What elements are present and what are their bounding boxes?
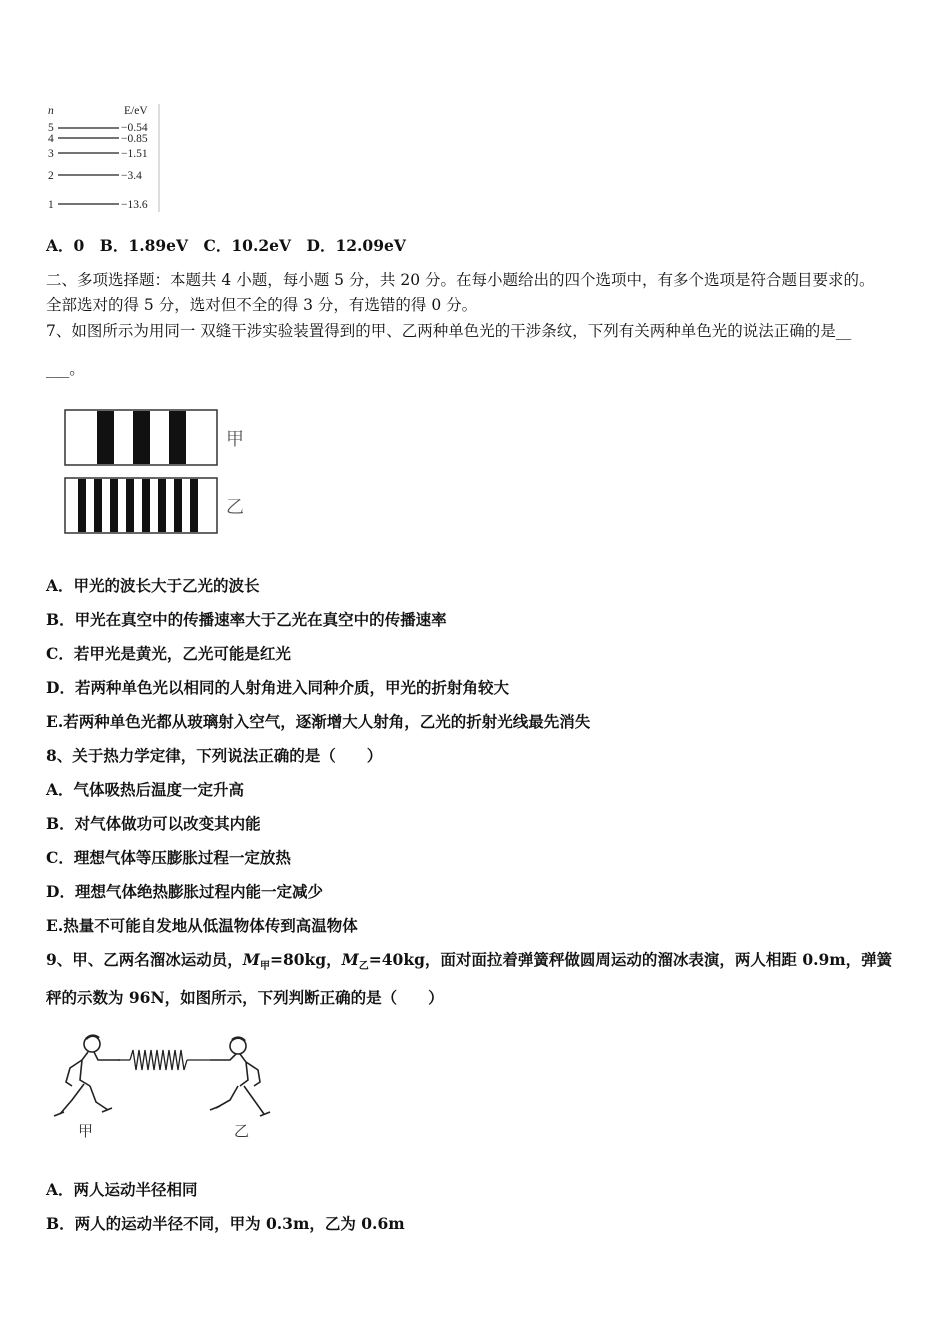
level-3-n: 3 xyxy=(48,148,54,160)
fringes-svg xyxy=(60,405,260,540)
fringe-jia-bar xyxy=(169,411,186,464)
skater-label-jia: 甲 xyxy=(78,1122,94,1140)
q7-option-c: C．若甲光是黄光，乙光可能是红光 xyxy=(46,644,291,663)
fringe-yi-bar xyxy=(190,479,198,532)
level-5-n: 5 xyxy=(48,122,54,134)
fringe-jia-bar xyxy=(133,411,150,464)
q8-stem: 8、关于热力学定律，下列说法正确的是（ ） xyxy=(46,746,383,765)
q9-stem-line1 xyxy=(46,950,892,977)
fringe-yi-bar xyxy=(78,479,86,532)
level-5-e: −0.54 xyxy=(121,122,148,134)
q8-option-d: D．理想气体绝热膨胀过程内能一定减少 xyxy=(46,882,323,901)
q7-option-b: B．甲光在真空中的传播速率大于乙光在真空中的传播速率 xyxy=(46,610,447,629)
q7-option-a: A．甲光的波长大于乙光的波长 xyxy=(46,576,260,595)
level-2-e: −3.4 xyxy=(121,170,142,182)
fringe-yi-bar xyxy=(94,479,102,532)
q8-option-e: E.热量不可能自发地从低温物体传到高温物体 xyxy=(46,916,358,935)
section2-instructions-1: 二、多项选择题：本题共 4 小题，每小题 5 分，共 20 分。在每小题给出的四个选项中，有多个选项是符合题目要求的。 xyxy=(46,271,875,289)
q9-mass-yi: =40kg，面对面拉着弹簧秤做圆周运动的溜冰表演，两人相距 0.9m，弹簧 xyxy=(368,950,893,969)
spring-scale-icon xyxy=(118,1050,210,1070)
skaters-svg xyxy=(50,1030,280,1145)
fringe-yi-bar xyxy=(110,479,118,532)
energy-header-n: n xyxy=(48,105,54,117)
energy-header-e: E/eV xyxy=(124,105,148,117)
level-4-n: 4 xyxy=(48,133,54,145)
q9-mass-symbol-yi: M xyxy=(341,950,359,969)
energy-level-diagram xyxy=(44,100,164,215)
level-1-e: −13.6 xyxy=(121,199,148,211)
skater-jia-icon xyxy=(54,1036,120,1116)
q9-sub-jia: 甲 xyxy=(259,961,270,973)
interference-fringes-figure xyxy=(60,405,260,540)
level-4-e: −0.85 xyxy=(121,133,148,145)
fringe-jia-bar xyxy=(97,411,114,464)
fringe-yi-bar xyxy=(126,479,134,532)
fringe-yi-bar xyxy=(158,479,166,532)
energy-level-svg xyxy=(44,100,164,215)
q7-option-e: E.若两种单色光都从玻璃射入空气，逐渐增大人射角，乙光的折射光线最先消失 xyxy=(46,712,591,731)
q9-option-b: B．两人的运动半径不同，甲为 0.3m，乙为 0.6m xyxy=(46,1214,405,1233)
fringe-yi-bar xyxy=(174,479,182,532)
q7-stem-line2: ___。 xyxy=(46,360,85,378)
q8-option-a: A．气体吸热后温度一定升高 xyxy=(46,780,245,799)
level-1-n: 1 xyxy=(48,199,54,211)
q9-prefix: 9、甲、乙两名溜冰运动员， xyxy=(46,950,243,969)
q7-stem-line1: 7、如图所示为用同一 双缝干涉实验装置得到的甲、乙两种单色光的干涉条纹，下列有关两种单色光的说法正确的是__ xyxy=(46,322,852,340)
q8-option-c: C．理想气体等压膨胀过程一定放热 xyxy=(46,848,291,867)
skater-label-yi: 乙 xyxy=(234,1122,250,1140)
q6-options: A．0 B．1.89eV C．10.2eV D．12.09eV xyxy=(46,236,406,255)
fringe-label-yi: 乙 xyxy=(226,497,244,518)
q9-sub-yi: 乙 xyxy=(358,961,369,973)
skaters-figure xyxy=(50,1030,280,1145)
q9-mass-symbol-jia: M xyxy=(242,950,260,969)
level-2-n: 2 xyxy=(48,170,54,182)
fringe-yi-bar xyxy=(142,479,150,532)
q9-mass-jia: =80kg， xyxy=(269,950,342,969)
skater-yi-icon xyxy=(210,1038,270,1116)
q7-option-d: D．若两种单色光以相同的人射角进入同种介质，甲光的折射角较大 xyxy=(46,678,509,697)
section2-instructions-2: 全部选对的得 5 分，选对但不全的得 3 分，有选错的得 0 分。 xyxy=(46,296,478,314)
fringe-label-jia: 甲 xyxy=(226,429,244,450)
q9-option-a: A．两人运动半径相同 xyxy=(46,1180,198,1199)
q9-stem-line2: 秤的示数为 96N，如图所示，下列判断正确的是（ ） xyxy=(46,988,444,1007)
level-3-e: −1.51 xyxy=(121,148,148,160)
q8-option-b: B．对气体做功可以改变其内能 xyxy=(46,814,261,833)
